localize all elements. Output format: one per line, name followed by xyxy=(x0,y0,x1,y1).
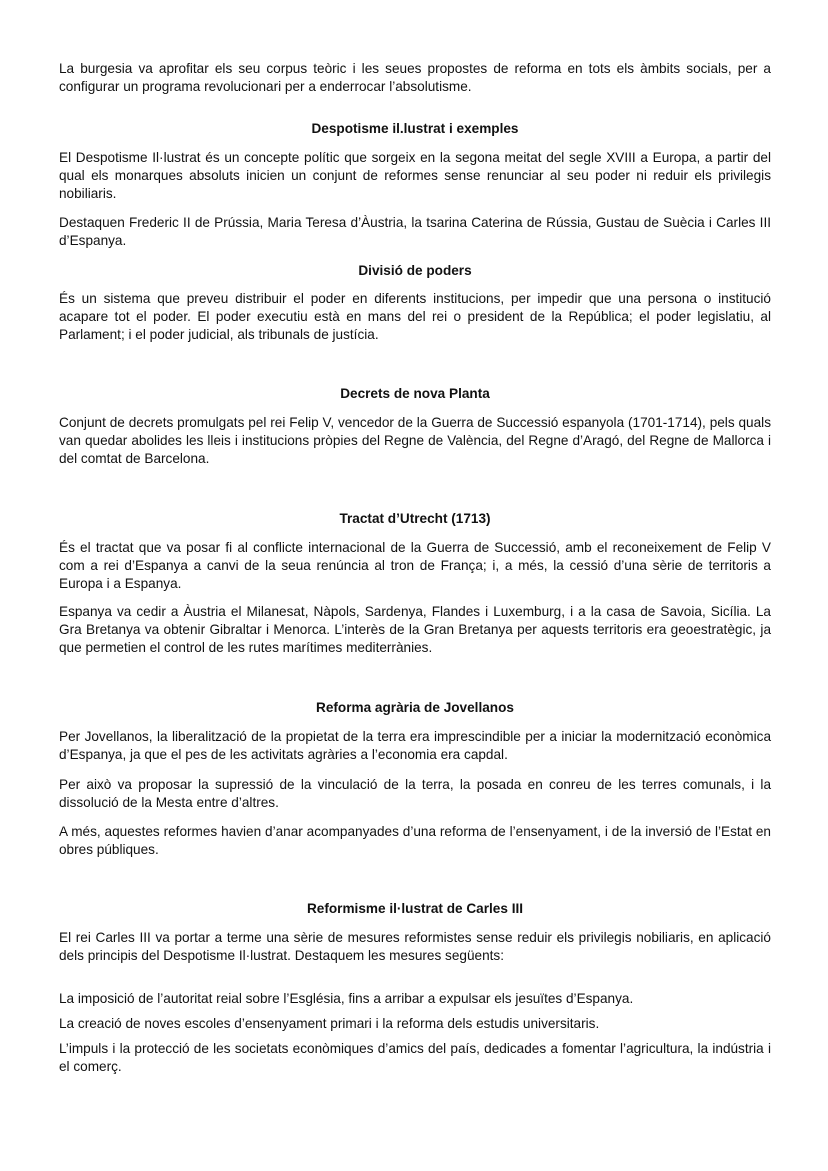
heading-reforma-agraria: Reforma agrària de Jovellanos xyxy=(316,700,514,715)
paragraph: Per Jovellanos, la liberalització de la propietat de la terra era imprescindible per a iniciar la modernització econòmica d’Espanya, ja que el pes de les activitats agràries a l’economia era capdal. xyxy=(59,729,771,762)
paragraph: El rei Carles III va portar a terme una sèrie de mesures reformistes sense reduir els privilegis nobiliaris, en aplicació dels principis del Despotisme Il·lustrat. Destaquem les mesures següents: xyxy=(59,930,771,963)
paragraph: A més, aquestes reformes havien d’anar acompanyades d’una reforma de l’ensenyament, i de la inversió de l’Estat en obres públiques. xyxy=(59,824,771,857)
paragraph: Conjunt de decrets promulgats pel rei Felip V, vencedor de la Guerra de Successió espanyola (1701-1714), pels quals van quedar abolides les lleis i institucions pròpies del Regne de València, del Regne d’Aragó, del Regne de Mallorca i del comtat de Barcelona. xyxy=(59,415,771,466)
heading-reformisme-carles-iii: Reformisme il·lustrat de Carles III xyxy=(306,901,524,916)
intro-paragraph: La burgesia va aprofitar els seu corpus teòric i les seues propostes de reforma en tots els àmbits socials, per a configurar un programa revolucionari per a enderrocar l’absolutisme. xyxy=(59,61,771,94)
paragraph: El Despotisme Il·lustrat és un concepte polític que sorgeix en la segona meitat del segle XVIII a Europa, a partir del qual els monarques absoluts inicien un conjunt de reformes sense renunciar al seu poder ni reduir els privilegis nobiliaris. xyxy=(59,150,771,201)
heading-despotisme: Despotisme il.lustrat i exemples xyxy=(311,121,519,136)
paragraph: És el tractat que va posar fi al conflicte internacional de la Guerra de Successió, amb el reconeixement de Felip V com a rei d’Espanya a canvi de la seua renúncia al tron de França; i, a més, la cessió d’una sèrie de territoris a Europa i a Espanya. xyxy=(59,540,771,591)
paragraph: La imposició de l’autoritat reial sobre l’Església, fins a arribar a expulsar els jesuïtes d’Espanya. xyxy=(59,991,634,1006)
paragraph: Espanya va cedir a Àustria el Milanesat, Nàpols, Sardenya, Flandes i Luxemburg, i a la casa de Savoia, Sicília. La Gra Bretanya va obtenir Gibraltar i Menorca. L’interès de la Gran Bretanya per aquests territoris era geoestratègic, ja que permetien el control de les rutes marítimes mediterrànies. xyxy=(59,604,771,655)
paragraph: L’impuls i la protecció de les societats econòmiques d’amics del país, dedicades a fomentar l’agricultura, la indústria i el comerç. xyxy=(59,1041,771,1074)
heading-tractat-utrecht: Tractat d’Utrecht (1713) xyxy=(339,511,491,526)
paragraph: És un sistema que preveu distribuir el poder en diferents institucions, per impedir que una persona o institució acapare tot el poder. El poder executiu està en mans del rei o president de la República; el poder legislatiu, al Parlament; i el poder judicial, als tribunals de justícia. xyxy=(59,291,771,342)
paragraph: La creació de noves escoles d’ensenyament primari i la reforma dels estudis universitaris. xyxy=(59,1016,600,1031)
paragraph: Per això va proposar la supressió de la vinculació de la terra, la posada en conreu de les terres comunals, i la dissolució de la Mesta entre d’altres. xyxy=(59,777,771,810)
heading-decrets-nova-planta: Decrets de nova Planta xyxy=(340,386,490,401)
heading-divisio-poders: Divisió de poders xyxy=(358,263,472,278)
paragraph: Destaquen Frederic II de Prússia, Maria Teresa d’Àustria, la tsarina Caterina de Rússia, Gustau de Suècia i Carles III d’Espanya. xyxy=(59,215,771,248)
